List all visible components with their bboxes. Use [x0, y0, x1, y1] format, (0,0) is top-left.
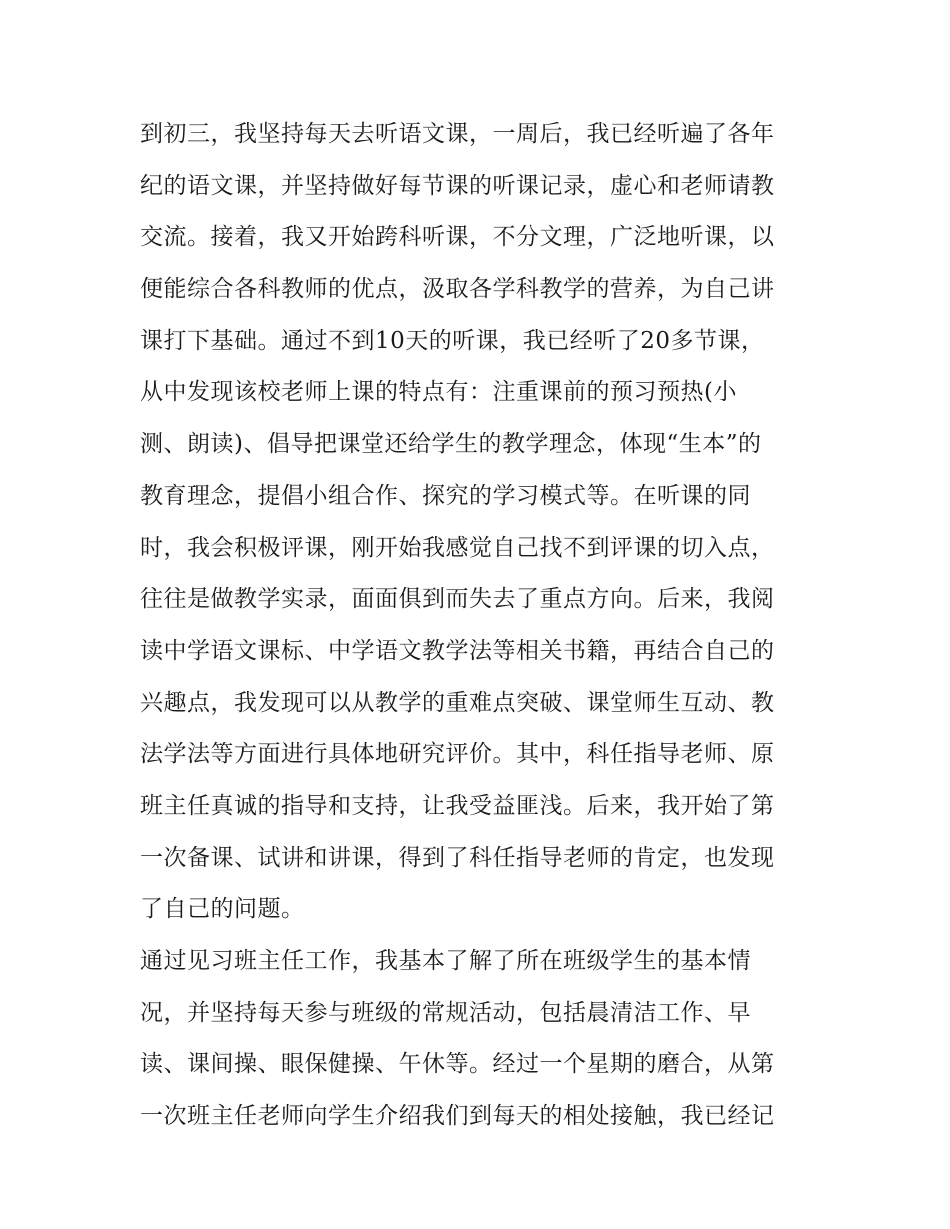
text-line: 交流。接着，我又开始跨科听课，不分文理，广泛地听课，以 [140, 224, 775, 251]
text-line: 教育理念，提倡小组合作、探究的学习模式等。在听课的同 [140, 482, 751, 509]
text-line: 课打下基础。通过不到10天的听课，我已经听了20多节课， [140, 327, 765, 354]
text-line: 往往是做教学实录，面面俱到而失去了重点方向。后来，我阅 [140, 586, 775, 613]
text-line: 班主任真诚的指导和支持，让我受益匪浅。后来，我开始了第 [140, 792, 775, 819]
text-line: 读、课间操、眼保健操、午休等。经过一个星期的磨合，从第 [140, 1051, 775, 1078]
text-line: 读中学语文课标、中学语文教学法等相关书籍，再结合自己的 [140, 637, 775, 664]
text-line: 一次班主任老师向学生介绍我们到每天的相处接触，我已经记 [140, 1103, 775, 1130]
text-line: 便能综合各科教师的优点，汲取各学科教学的营养，为自己讲 [140, 276, 775, 303]
text-line: 测、朗读)、倡导把课堂还给学生的教学理念，体现“生本”的 [140, 431, 762, 458]
text-line: 通过见习班主任工作，我基本了解了所在班级学生的基本情 [140, 948, 751, 974]
text-line: 法学法等方面进行具体地研究评价。其中，科任指导老师、原 [140, 741, 775, 768]
text-line: 时，我会积极评课，刚开始我感觉自己找不到评课的切入点， [140, 534, 775, 561]
text-line: 况，并坚持每天参与班级的常规活动，包括晨清洁工作、早 [140, 999, 751, 1026]
text-line: 从中发现该校老师上课的特点有：注重课前的预习预热(小 [140, 379, 737, 406]
text-line: 了自己的问题。 [140, 896, 305, 923]
text-line: 兴趣点，我发现可以从教学的重难点突破、课堂师生互动、教 [140, 689, 775, 716]
text-line: 纪的语文课，并坚持做好每节课的听课记录，虚心和老师请教 [140, 172, 775, 199]
document-body-text [140, 109, 820, 1143]
text-line: 一次备课、试讲和讲课，得到了科任指导老师的肯定，也发现 [140, 844, 775, 871]
text-line: 到初三，我坚持每天去听语文课，一周后，我已经听遍了各年 [140, 121, 775, 147]
